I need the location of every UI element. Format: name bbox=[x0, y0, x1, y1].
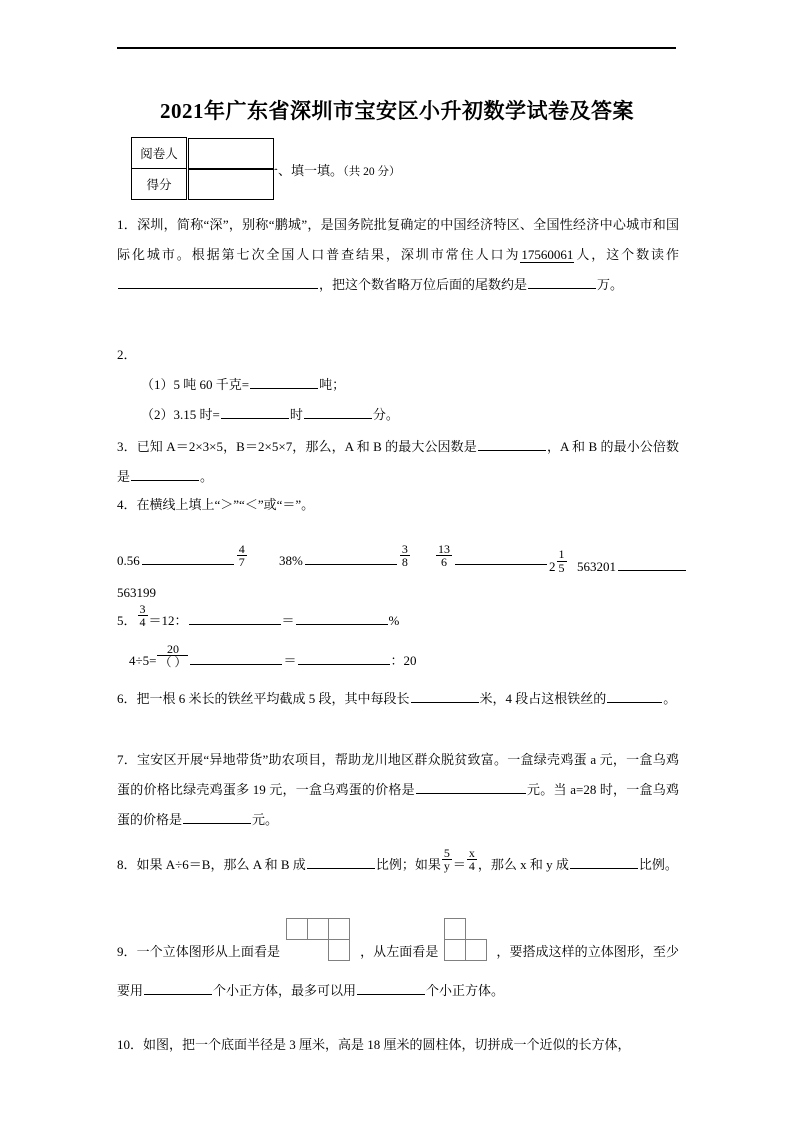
answer-blank[interactable] bbox=[357, 981, 425, 995]
answer-blank[interactable] bbox=[607, 689, 662, 703]
question-9-text-e: 个小正方体。 bbox=[426, 983, 505, 998]
answer-blank[interactable] bbox=[305, 551, 397, 565]
fraction bbox=[467, 847, 477, 873]
answer-blank[interactable] bbox=[189, 611, 281, 625]
question-2-sub1-label: （1） bbox=[141, 377, 174, 392]
question-8-equals: ＝ bbox=[452, 857, 466, 872]
question-6-text-a: 把一根 6 米长的铁丝平均截成 5 段，其中每段长 bbox=[136, 691, 410, 706]
question-1-text-a: 深圳，简称“深”，别称“鹏城”，是国务院批复确定的中国经济特区、全国性经济中心城市和国际化城市。根据第七次全国人口普查结果，深圳市常住人口为 bbox=[117, 217, 679, 262]
question-8 bbox=[117, 845, 679, 880]
comparison-left-value: 563201 bbox=[577, 559, 616, 574]
section-heading-label: 一、填一填。 bbox=[265, 163, 344, 178]
question-2-sub-2 bbox=[117, 400, 679, 430]
question-5-l2-text-a: 4÷5= bbox=[129, 653, 157, 668]
fraction bbox=[557, 548, 567, 574]
comparison-item-4 bbox=[577, 552, 688, 582]
question-7-number: 7． bbox=[117, 752, 138, 767]
question-2-number: 2． bbox=[117, 347, 137, 362]
section-heading bbox=[265, 160, 401, 179]
score-value-cell[interactable] bbox=[188, 169, 274, 200]
answer-blank[interactable] bbox=[131, 467, 199, 481]
question-2 bbox=[117, 340, 679, 430]
answer-blank[interactable] bbox=[618, 557, 686, 571]
answer-blank[interactable] bbox=[183, 810, 251, 824]
question-4-prompt: 在横线上填上“＞”“＜”或“＝”。 bbox=[136, 497, 315, 512]
fraction-denominator: 6 bbox=[436, 555, 452, 569]
answer-blank[interactable] bbox=[528, 275, 596, 289]
question-4 bbox=[117, 490, 679, 600]
answer-blank[interactable] bbox=[118, 275, 318, 289]
answer-blank[interactable] bbox=[411, 689, 479, 703]
question-8-number: 8． bbox=[117, 857, 137, 872]
question-5-line-1 bbox=[117, 601, 679, 636]
fraction bbox=[237, 543, 247, 569]
fraction-denominator: 5 bbox=[558, 560, 565, 575]
question-8-text-a: 如果 A÷6＝B，那么 A 和 B 成 bbox=[136, 857, 306, 872]
question-7 bbox=[117, 745, 679, 835]
fraction-denominator: 4 bbox=[468, 859, 475, 874]
fraction bbox=[157, 643, 188, 669]
question-9-text-a: 一个立体图形从上面看是 bbox=[136, 943, 281, 959]
top-view-shape-icon bbox=[286, 918, 354, 964]
comparison-right-value: 563199 bbox=[117, 585, 156, 600]
table-row bbox=[132, 169, 276, 200]
question-2-number-line bbox=[117, 340, 679, 370]
left-view-shape-icon bbox=[444, 918, 490, 964]
question-4-number: 4． bbox=[117, 497, 137, 512]
fraction-numerator: x bbox=[468, 845, 475, 860]
comparison-left-value: 0.56 bbox=[117, 553, 140, 568]
shape-cell bbox=[465, 939, 487, 961]
answer-blank[interactable] bbox=[296, 611, 388, 625]
fraction-numerator: 3 bbox=[401, 541, 408, 556]
score-label-cell: 得分 bbox=[132, 169, 187, 200]
question-9-text-b: ，从左面看是 bbox=[360, 943, 439, 959]
question-7-text-b: 元。当 a=28 时，一盒乌鸡蛋的价格是 bbox=[117, 782, 679, 827]
fraction-numerator: 13 bbox=[438, 541, 450, 556]
question-2-sub1-text-b: 吨； bbox=[319, 377, 346, 392]
question-10-text-a: 如图，把一个底面半径是 3 厘米，高是 18 厘米的圆柱体，切拼成一个近似的长方体， bbox=[143, 1037, 631, 1052]
question-1-text-c: ，把这个数省略万位后面的尾数约是 bbox=[319, 277, 528, 292]
question-5-l2-text-b: ＝ bbox=[283, 653, 297, 668]
answer-blank[interactable] bbox=[298, 651, 390, 665]
fraction-denominator: 7 bbox=[238, 555, 245, 570]
question-7-text-a: 宝安区开展“异地带货”助农项目，帮助龙川地区群众脱贫致富。一盒绿壳鸡蛋 a 元，一盒乌鸡蛋的价格比绿壳鸡蛋多 19 元，一盒乌鸡蛋的价格是 bbox=[117, 752, 679, 797]
fraction bbox=[436, 543, 452, 569]
table-row bbox=[132, 138, 276, 169]
question-1 bbox=[117, 210, 679, 300]
answer-blank[interactable] bbox=[221, 405, 289, 419]
shape-cell bbox=[328, 939, 350, 961]
answer-blank[interactable] bbox=[416, 780, 526, 794]
question-9 bbox=[117, 930, 679, 1006]
fraction-denominator: （ ） bbox=[159, 655, 187, 670]
question-1-number: 1． bbox=[117, 217, 138, 232]
answer-blank[interactable] bbox=[478, 437, 546, 451]
question-3 bbox=[117, 432, 679, 492]
mixed-whole-part: 2 bbox=[549, 559, 556, 575]
answer-blank[interactable] bbox=[455, 551, 547, 565]
question-6-text-b: 米，4 段占这根铁丝的 bbox=[479, 691, 607, 706]
shape-cell bbox=[307, 918, 329, 940]
question-8-text-d: 比例。 bbox=[638, 857, 678, 872]
answer-blank[interactable] bbox=[307, 855, 375, 869]
question-4-comparison-row bbox=[117, 524, 679, 600]
comparison-item-2 bbox=[279, 541, 411, 576]
fraction-numerator: 4 bbox=[238, 541, 245, 556]
question-5-text-a: ＝12： bbox=[148, 613, 188, 628]
question-3-text-b: ，A 和 B 的最小公倍数是 bbox=[117, 439, 679, 484]
question-1-text-b: 人，这个数读作 bbox=[574, 247, 679, 262]
question-1-text-d: 万。 bbox=[597, 277, 624, 292]
answer-blank[interactable] bbox=[570, 855, 638, 869]
shape-cell bbox=[444, 918, 466, 940]
question-2-sub2-text-b: 时 bbox=[289, 407, 303, 422]
question-2-sub2-label: （2） bbox=[141, 407, 174, 422]
fraction-numerator: 3 bbox=[139, 601, 146, 616]
question-3-text-c: 。 bbox=[200, 469, 214, 484]
answer-blank[interactable] bbox=[304, 405, 372, 419]
fraction-numerator: 1 bbox=[558, 546, 565, 561]
shape-cell bbox=[328, 918, 350, 940]
fraction-denominator: 8 bbox=[401, 555, 408, 570]
shape-cell bbox=[444, 939, 466, 961]
answer-blank[interactable] bbox=[144, 981, 212, 995]
question-1-population: 17560061 bbox=[521, 247, 574, 262]
question-5-line-2 bbox=[117, 641, 679, 676]
question-5-text-b: ＝ bbox=[281, 613, 295, 628]
comparison-item-3 bbox=[435, 541, 568, 582]
page-title: 2021年广东省深圳市宝安区小升初数学试卷及答案 bbox=[160, 99, 634, 123]
comparison-left-value: 38% bbox=[279, 553, 303, 568]
question-5-number: 5． bbox=[117, 613, 137, 628]
question-8-text-c: ，那么 x 和 y 成 bbox=[477, 857, 569, 872]
answer-blank[interactable] bbox=[250, 375, 318, 389]
question-2-sub2-text-c: 分。 bbox=[372, 407, 399, 422]
fraction bbox=[138, 603, 148, 629]
question-9-text-d: 个小正方体，最多可以用 bbox=[213, 983, 357, 998]
fraction-numerator: 20 bbox=[166, 641, 179, 656]
comparison-item-4-wrap bbox=[117, 578, 156, 608]
question-6 bbox=[117, 684, 679, 714]
question-4-prompt-line bbox=[117, 490, 679, 520]
grader-info-table bbox=[131, 137, 276, 200]
shape-cell bbox=[286, 918, 308, 940]
grader-value-cell[interactable] bbox=[188, 138, 274, 169]
fraction bbox=[442, 847, 452, 873]
comparison-item-1 bbox=[117, 541, 248, 576]
answer-blank[interactable] bbox=[190, 651, 282, 665]
question-10 bbox=[117, 1030, 679, 1060]
question-6-number: 6． bbox=[117, 691, 137, 706]
answer-blank[interactable] bbox=[142, 551, 234, 565]
question-2-sub1-text-a: 5 吨 60 千克= bbox=[173, 377, 250, 392]
question-2-sub-1 bbox=[117, 370, 679, 400]
question-3-text-a: 已知 A＝2×3×5，B＝2×5×7，那么，A 和 B 的最大公因数是 bbox=[136, 439, 477, 454]
question-9-text-c: ，要搭成这样的立体图形，至少要用 bbox=[117, 943, 679, 998]
question-9-number: 9． bbox=[117, 943, 137, 959]
header-rule bbox=[117, 47, 676, 49]
question-6-text-c: 。 bbox=[663, 691, 677, 706]
question-5-text-c: % bbox=[388, 613, 400, 628]
question-5-l2-text-c: ：20 bbox=[390, 653, 417, 668]
fraction-denominator: y bbox=[443, 859, 450, 874]
mixed-number bbox=[549, 546, 568, 582]
question-8-text-b: 比例；如果 bbox=[375, 857, 441, 872]
question-10-number: 10． bbox=[117, 1037, 144, 1052]
question-7-text-c: 元。 bbox=[252, 812, 279, 827]
question-2-sub2-text-a: 3.15 时= bbox=[173, 407, 220, 422]
question-5 bbox=[117, 601, 679, 676]
fraction-numerator: 5 bbox=[443, 845, 450, 860]
section-points: （共 20 分） bbox=[343, 166, 401, 178]
fraction bbox=[400, 543, 410, 569]
question-3-number: 3． bbox=[117, 439, 137, 454]
grader-label-cell: 阅卷人 bbox=[132, 138, 187, 169]
fraction-denominator: 4 bbox=[139, 615, 146, 630]
